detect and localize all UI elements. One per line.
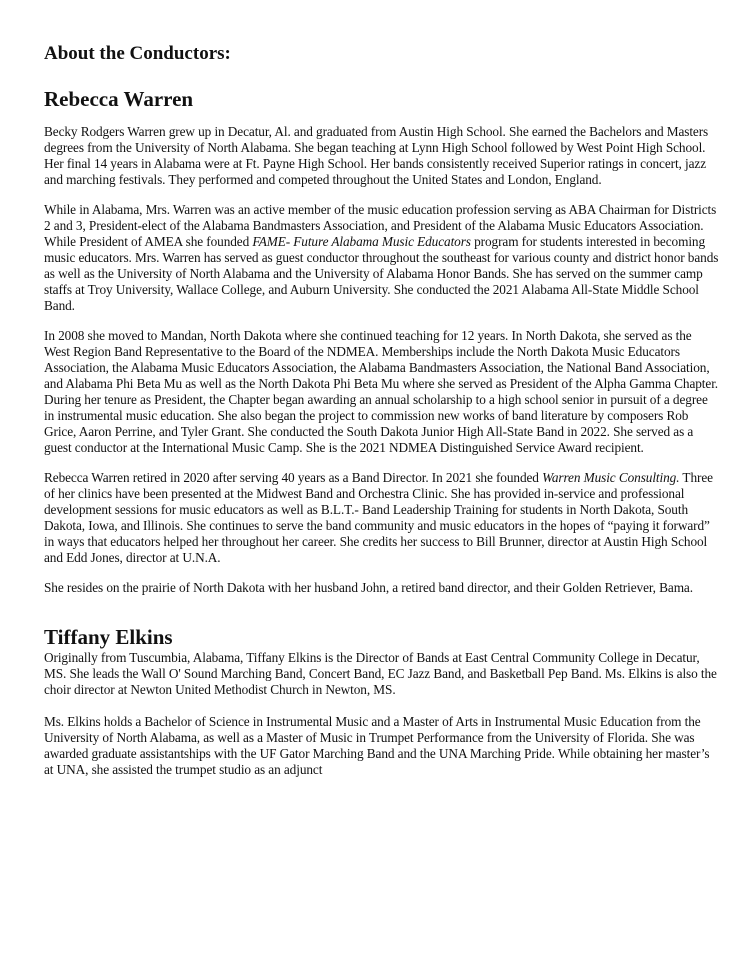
bio-text: Rebecca Warren retired in 2020 after serving 40 years as a Band Director. In 2021 she founded (44, 470, 543, 485)
bio-paragraph: Becky Rodgers Warren grew up in Decatur, Al. and graduated from Austin High School. She earned the Bachelors and Masters degrees from the University of North Alabama. She began teaching at Lynn High School followed by West Point High School. Her final 14 years in Alabama were at Ft. Payne High School. Her bands consistently received Superior ratings in concert, jazz and marching festivals. They performed and competed throughout the United States and London, England. (44, 124, 709, 187)
program-name: FAME- Future Alabama Music Educators (252, 234, 471, 249)
bio-paragraph: In 2008 she moved to Mandan, North Dakota where she continued teaching for 12 years. In North Dakota, she served as the West Region Band Representative to the Board of the NDMEA. Memberships include the North Dakota Music Educators Association, the Alabama Music Educators Association, the Alabama Bandmasters Association, the National Band Association, and Alabama Phi Beta Mu as well as the North Dakota Phi Beta Mu where she served as President of the Alpha Gamma Chapter. During her tenure as President, the Chapter began awarding an annual scholarship to a high school senior in pursuit of a degree in instrumental music education. She also began the project to commission new works of band literature by composers Rob Grice, Aaron Perrine, and Tyler Grant. She conducted the South Dakota Junior High All-State Band in 2022. She served as a guest conductor at the International Music Camp. She is the 2021 NDMEA Distinguished Service Award recipient. (44, 328, 719, 455)
bio-paragraph (44, 202, 720, 314)
bio-paragraph: Ms. Elkins holds a Bachelor of Science in Instrumental Music and a Master of Arts in Instrumental Music Education from the University of North Alabama, as well as a Master of Music in Trumpet Performance from the University of Florida. She was awarded graduate assistantships with the UF Gator Marching Band and the UNA Marching Pride. While obtaining her master’s at UNA, she assisted the trumpet studio as an adjunct (44, 714, 710, 777)
bio-text: program for students interested in becoming music educators. Mrs. Warren has served as guest conductor throughout the southeast for various county and district honor bands as well as the University of North Alabama and the University of Alabama Honor Bands. She has served on the summer camp staffs at Troy University, Wallace College, and Auburn University. She conducted the 2021 Alabama All-State Middle School Band. (44, 234, 719, 313)
bio-paragraph: She resides on the prairie of North Dakota with her husband John, a retired band director, and their Golden Retriever, Bama. (44, 580, 693, 595)
conductor-section-rebecca-warren (44, 86, 720, 596)
business-name: Warren Music Consulting. (542, 470, 680, 485)
conductor-name: Rebecca Warren (44, 87, 194, 111)
bio-paragraph: Originally from Tuscumbia, Alabama, Tiffany Elkins is the Director of Bands at East Central Community College in Decatur, MS. She leads the Wall O' Sound Marching Band, Concert Band, EC Jazz Band, and Basketball Pep Band. Ms. Elkins is also the choir director at Newton United Methodist Church in Newton, MS. (44, 650, 717, 697)
bio-paragraph (44, 470, 720, 566)
conductor-name: Tiffany Elkins (44, 625, 173, 649)
page-title: About the Conductors: (44, 43, 231, 64)
bio-text: Three of her clinics have been presented at the Midwest Band and Orchestra Clinic. She has provided in-service and professional development sessions for music educators as well as B.L.T.- Band Leadership Training for students in North Dakota, South Dakota, Iowa, and Illinois. She continues to serve the band community and music educators in the hopes of “paying it forward” in ways that educators helped her throughout her career. She credits her success to Bill Brunner, director at Austin High School and Edd Jones, director at U.N.A. (44, 470, 713, 565)
bio-text: While in Alabama, Mrs. Warren was an active member of the music education profession serving as ABA Chairman for Districts 2 and 3, President-elect of the Alabama Bandmasters Association, and President of the Alabama Music Educators Association. While President of AMEA she founded (44, 202, 717, 249)
conductor-section-tiffany-elkins (44, 624, 720, 778)
